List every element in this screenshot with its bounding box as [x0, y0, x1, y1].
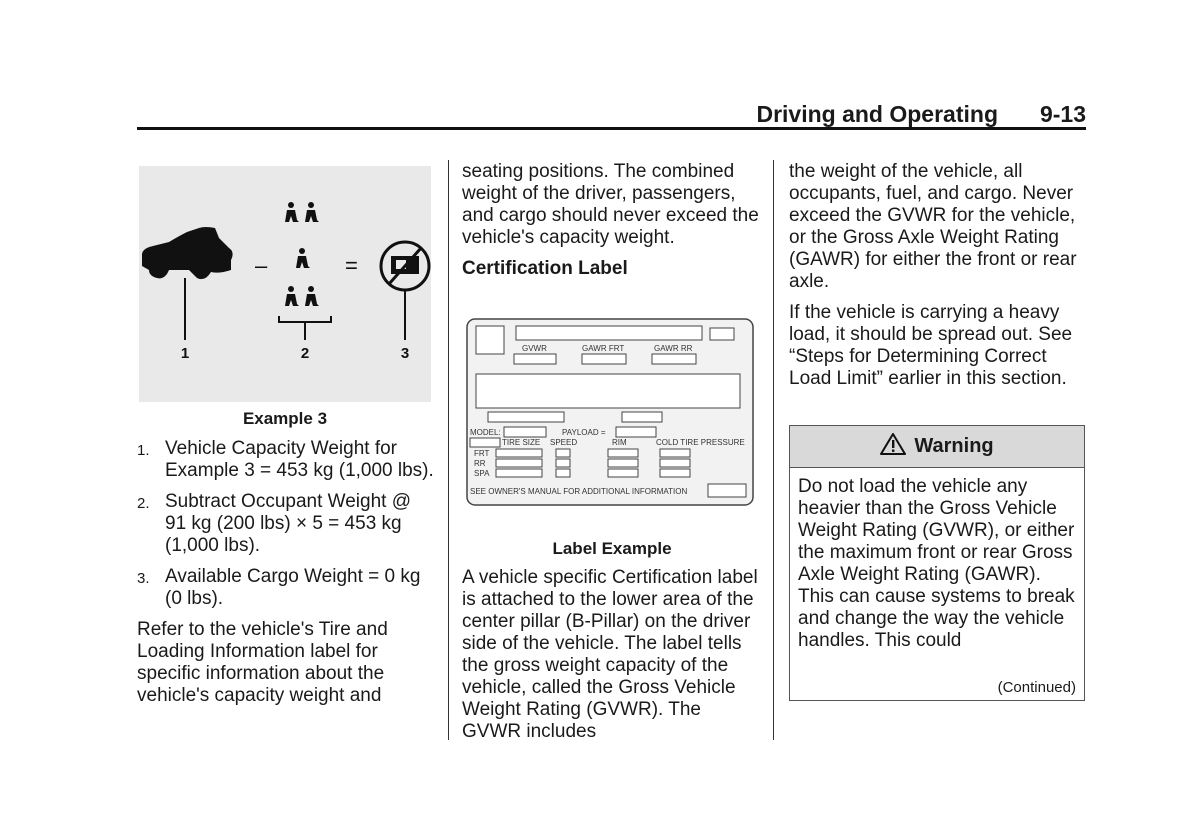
svg-text:COLD TIRE PRESSURE: COLD TIRE PRESSURE — [656, 438, 745, 447]
svg-text:RIM: RIM — [612, 438, 627, 447]
warning-header — [790, 426, 1084, 468]
certification-label-heading: Certification Label — [462, 258, 628, 279]
paragraph: A vehicle specific Certification label is attached to the lower area of the center pillar (B-Pillar) on the driver side of the vehicle. The label tells the gross weight capacity of the vehicle, called the Gross Vehicle Weight Rating (GVWR). The GVWR includes — [462, 567, 758, 742]
svg-text:GAWR FRT: GAWR FRT — [582, 344, 625, 353]
example-3-diagram — [139, 166, 431, 402]
column-2-continued — [462, 567, 762, 752]
svg-text:TIRE SIZE: TIRE SIZE — [502, 438, 541, 447]
column-2 — [462, 161, 762, 289]
list-item: 2. Subtract Occupant Weight @ 91 kg (200 lbs) × 5 = 453 kg (1,000 lbs). — [137, 491, 411, 556]
callout-2: 2 — [300, 345, 310, 362]
svg-text:FRT: FRT — [474, 449, 490, 458]
svg-text:MODEL:: MODEL: — [470, 428, 501, 437]
column-1 — [137, 438, 437, 716]
svg-text:GAWR RR: GAWR RR — [654, 344, 693, 353]
list-item: 3. Available Cargo Weight = 0 kg (0 lbs). — [137, 566, 421, 609]
column-divider-2 — [773, 160, 774, 740]
continued-label: (Continued) — [997, 679, 1076, 696]
no-cargo-icon — [381, 242, 429, 290]
paragraph: If the vehicle is carrying a heavy load, it should be spread out. See “Steps for Determining Correct Load Limit” earlier in this section. — [789, 302, 1073, 389]
column-divider-1 — [448, 160, 449, 740]
section-title: Driving and Operating — [756, 101, 998, 127]
weight-steps-list — [137, 438, 437, 610]
svg-text:PAYLOAD =: PAYLOAD = — [562, 428, 606, 437]
list-item: 1. Vehicle Capacity Weight for Example 3 = 453 kg (1,000 lbs). — [137, 438, 434, 481]
svg-text:SEE OWNER'S MANUAL FOR ADDITIO: SEE OWNER'S MANUAL FOR ADDITIONAL INFORMATION — [470, 487, 688, 496]
figure-2-caption: Label Example — [552, 539, 672, 558]
svg-text:SPA: SPA — [474, 469, 490, 478]
warning-body: Do not load the vehicle any heavier than the Gross Vehicle Weight Rating (GVWR), or either the maximum front or rear Gross Axle Weight Rating (GAWR). This can cause systems to break and change the way the vehicle handles. This could — [798, 476, 1075, 651]
figure-1-caption: Example 3 — [242, 409, 328, 428]
car-silhouette-icon — [142, 227, 233, 279]
minus-sign: – — [255, 253, 268, 278]
warning-box — [789, 425, 1085, 701]
warning-triangle-icon — [880, 432, 906, 462]
label-diagram — [466, 318, 756, 508]
page-number: 9-13 — [1039, 101, 1086, 127]
svg-text:RR: RR — [474, 459, 486, 468]
header-rule — [137, 127, 1086, 130]
svg-text:SPEED: SPEED — [550, 438, 578, 447]
equals-sign: = — [345, 253, 358, 278]
callout-1: 1 — [180, 345, 190, 362]
callout-3: 3 — [400, 345, 410, 362]
column-3 — [789, 161, 1089, 399]
svg-text:GVWR: GVWR — [522, 344, 547, 353]
paragraph: the weight of the vehicle, all occupants, fuel, and cargo. Never exceed the GVWR for the vehicle, or the Gross Axle Weight Rating (GAWR) for either the front or rear axle. — [789, 161, 1077, 292]
occupant-seatbelt-icon — [285, 202, 319, 306]
warning-title: Warning — [914, 435, 994, 457]
paragraph: seating positions. The combined weight of the driver, passengers, and cargo should never exceed the vehicle's capacity weight. — [462, 161, 759, 248]
paragraph: Refer to the vehicle's Tire and Loading Information label for specific information about the vehicle's capacity weight and — [137, 619, 388, 706]
certification-label-figure — [466, 318, 756, 508]
example-3-figure — [139, 166, 431, 402]
